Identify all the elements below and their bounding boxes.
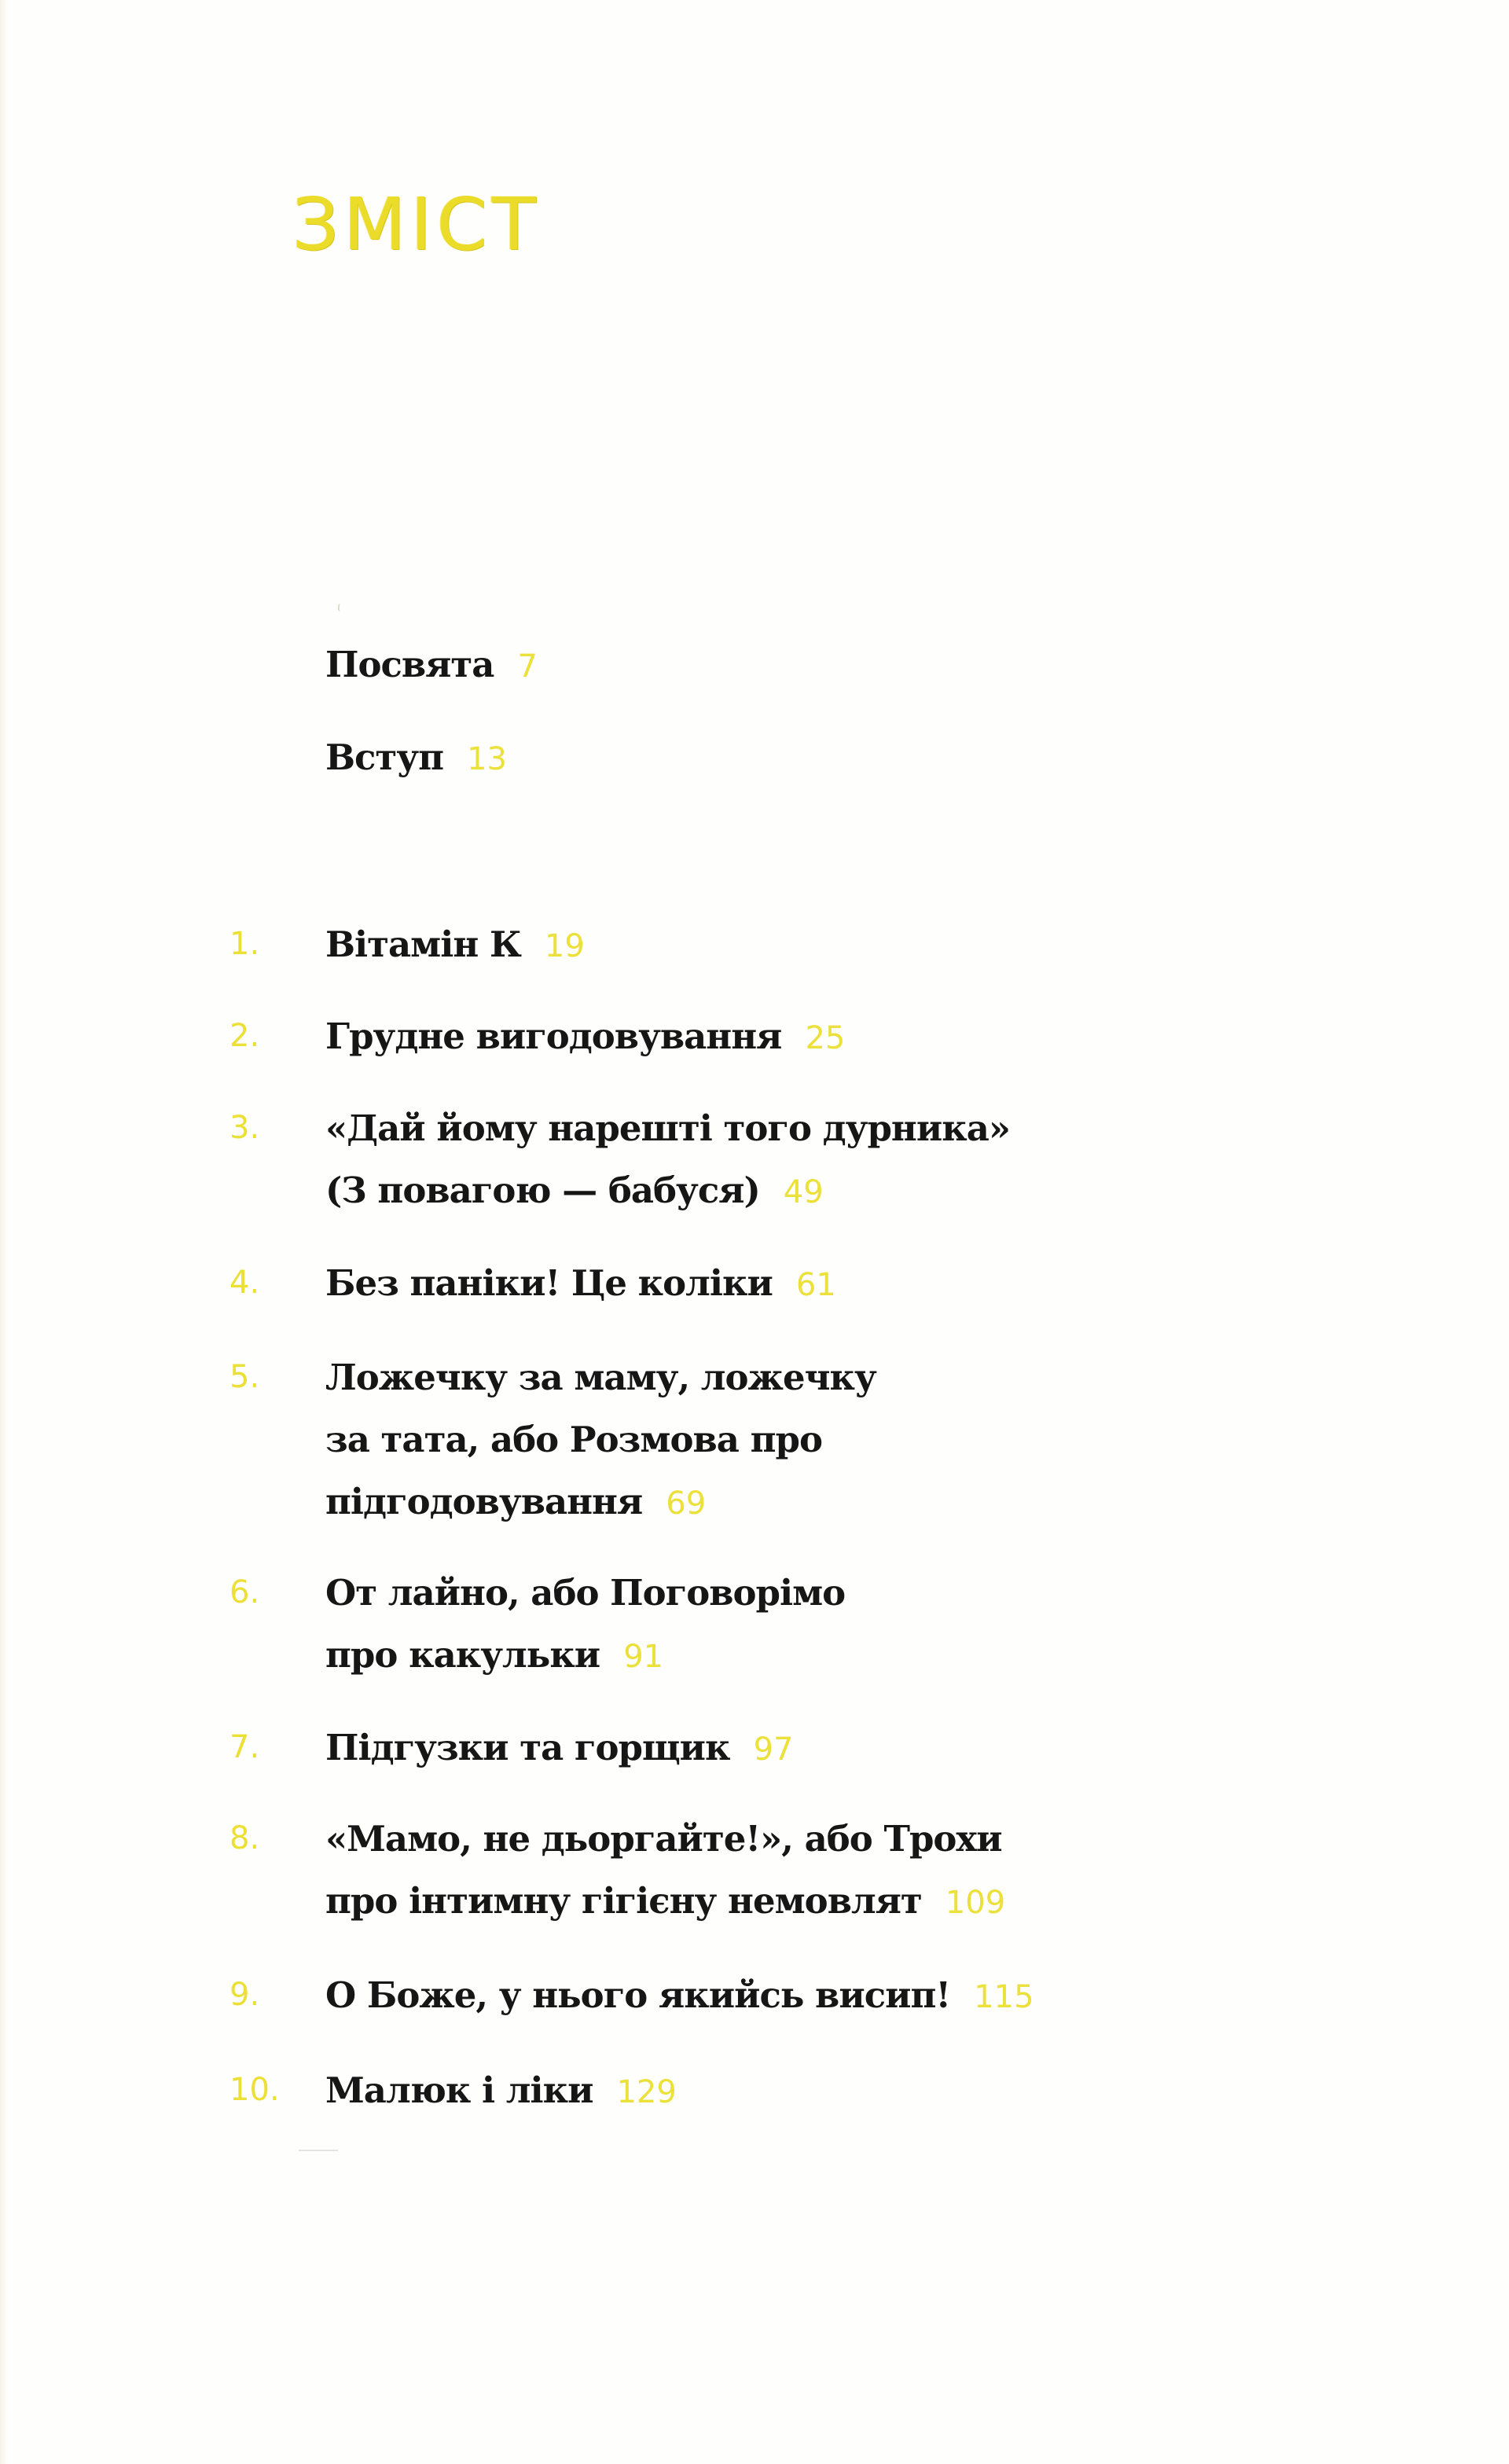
page-number: 25	[805, 1020, 846, 1056]
page-number: 69	[666, 1485, 707, 1522]
chapter-number: 5.	[229, 1359, 260, 1395]
entry-title: Вітамін К	[325, 924, 521, 965]
entry-title: Малюк і ліки	[325, 2069, 593, 2111]
entry-title-line: про какульки	[325, 1634, 600, 1676]
entry-title: Підгузки та горщик	[325, 1727, 730, 1768]
entry-title-line: «Дай йому нарешті того дурника»	[325, 1107, 1010, 1149]
entry-title-line: підгодовування	[325, 1481, 643, 1522]
entry-title: Вступ	[325, 736, 444, 778]
chapter-number: 8.	[229, 1820, 260, 1856]
entry-title: О Боже, у нього якийсь висип!	[325, 1974, 951, 2016]
entry-title: Без паніки! Це коліки	[325, 1262, 773, 1304]
scan-artifact	[338, 604, 343, 611]
page-number: 61	[795, 1267, 836, 1303]
page-edge-shadow	[0, 0, 8, 2464]
chapter-number: 9.	[229, 1977, 260, 2013]
page-title: ЗМІСТ	[292, 182, 541, 266]
page-number: 97	[753, 1731, 794, 1768]
entry-title-line: От лайно, або Поговорімо	[325, 1572, 846, 1614]
entry-title-line: за тата, або Розмова про	[325, 1419, 822, 1460]
page-number: 115	[974, 1979, 1034, 2015]
page-number: 129	[616, 2074, 677, 2110]
entry-title-line: «Мамо, не дьоргайте!», або Трохи	[325, 1818, 1002, 1860]
scan-artifact	[299, 2150, 338, 2151]
page-number: 19	[544, 928, 585, 964]
page-number: 13	[467, 741, 507, 777]
entry-title-line: (З повагою — бабуся)	[325, 1170, 760, 1211]
chapter-number: 10.	[229, 2072, 280, 2108]
entry-title: Грудне вигодовування	[325, 1015, 782, 1057]
chapter-number: 1.	[229, 926, 260, 962]
entry-title-line: про інтимну гігієну немовлят	[325, 1880, 922, 1922]
entry-title: Посвята	[325, 644, 494, 685]
chapter-number: 4.	[229, 1265, 260, 1301]
page-number: 7	[517, 648, 538, 685]
page-number: 91	[623, 1639, 664, 1675]
entry-title-line: Ложечку за маму, ложечку	[325, 1357, 876, 1398]
chapter-number: 3.	[229, 1110, 260, 1146]
chapter-number: 2.	[229, 1018, 260, 1054]
chapter-number: 7.	[229, 1729, 260, 1765]
page-number: 109	[945, 1885, 1006, 1921]
page-number: 49	[783, 1174, 824, 1210]
chapter-number: 6.	[229, 1574, 260, 1610]
